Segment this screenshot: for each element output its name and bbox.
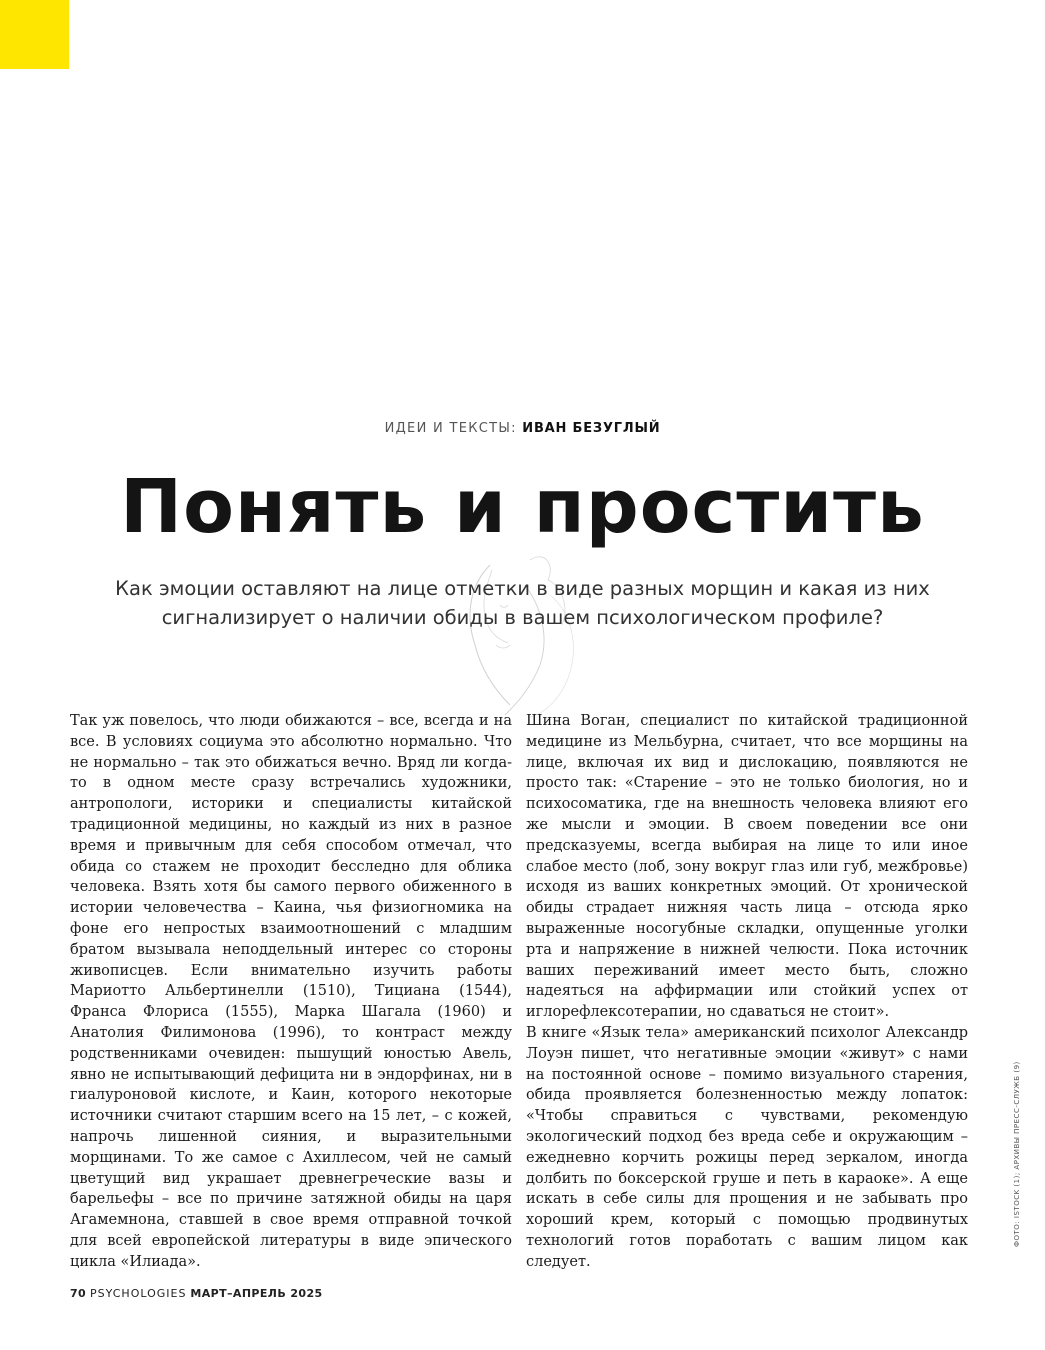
body-paragraph: Так уж повелось, что люди обижаются – все, всегда и на все. В условиях социума это абсолютно нормально. Что не нормально – так это обижаться вечно. Вряд ли когда-то в одном месте сразу встречались художники, антропологи, историки и специалисты китайской традиционной медицины, но каждый из них в разное время и привычным для себя способом отмечал, что обида со стажем не проходит бесследно для облика человека. Взять хотя бы самого первого обиженного в истории человечества – Каина, чья физиогномика на фоне его непростых взаимоотношений с младшим братом вызывала неподдельный интерес со стороны живописцев. Если внимательно изучить работы Мариотто Альбертинелли (1510), Тициана (1544), Франса Флориса (1555), Марка Шагала (1960) и Анатолия Филимонова (1996), то контраст между родственниками очевиден: пышущий юностью Авель, явно не испытывающий дефицита ни в эндорфинах, ни в гиалуроновой кислоте, и Каин, которого некоторые источники считают старшим всего на 15 лет, – с кожей, напрочь лишенной сияния, и выразительными морщинами. То же самое с Ахиллесом, чей не самый цветущий вид украшает древнегреческие вазы и барельефы – все по причине затяжной обиды на царя Агамемнона, ставшей в свое время отправной точкой для всей европейской литературы в виде эпического цикла «Илиада». xyxy=(70,713,512,1270)
magazine-name: PSYCHOLOGIES xyxy=(90,1287,187,1300)
body-paragraph: Шина Воган, специалист по китайской традиционной медицине из Мельбурна, считает, что все морщины на лице, включая их вид и дислокацию, появляются не просто так: «Старение – это не только биология, но и психосоматика, где на внешность человека влияют его же мысли и эмоции. В своем поведении все они предсказуемы, всегда выбирая на лице то или иное слабое место (лоб, зону вокруг глаз или губ, межбровье) исходя из ваших конкретных эмоций. От хронической обиды страдает нижняя часть лица – отсюда ярко выраженные носогубные складки, опущенные уголки рта и напряжение в нижней челюсти. Пока источник ваших переживаний имеет место быть, сложно надеяться на аффирмации или стойкий успех от иглорефлексотерапии, но сдаваться не стоит». xyxy=(526,713,968,1021)
body-column-right xyxy=(526,711,968,1273)
page-number: 70 xyxy=(70,1287,87,1300)
byline-author: ИВАН БЕЗУГЛЫЙ xyxy=(522,421,661,436)
body-column-left xyxy=(70,711,512,1273)
issue-date: МАРТ–АПРЕЛЬ 2025 xyxy=(190,1287,323,1300)
article-headline: Понять и простить xyxy=(120,464,925,550)
byline xyxy=(0,421,1045,436)
accent-corner-tab xyxy=(0,0,69,69)
photo-credit: ФОТО: ISTOCK (1); АРХИВЫ ПРЕСС-СЛУЖБ (9) xyxy=(1013,1061,1021,1247)
article-deck: Как эмоции оставляют на лице отметки в виде разных морщин и какая из них сигнализирует о наличии обиды в вашем психологическом профиле? xyxy=(115,577,930,629)
body-paragraph: В книге «Язык тела» американский психолог Александр Лоуэн пишет, что негативные эмоции «живут» с нами на постоянной основе – помимо визуального старения, обида проявляется болезненностью между лопаток: «Чтобы справиться с чувствами, рекомендую экологический подход без вреда себе и окружающим – ежедневно корчить рожицы перед зеркалом, иногда долбить по боксерской груше и петь в караоке». А еще искать в себе силы для прощения и не забывать про хороший крем, который с помощью продвинутых технологий готов поработать с вашим лицом как следует. xyxy=(526,1024,968,1270)
byline-label: ИДЕИ И ТЕКСТЫ: xyxy=(384,421,517,436)
page-footer xyxy=(70,1287,323,1300)
face-sketch-illustration xyxy=(430,545,610,720)
